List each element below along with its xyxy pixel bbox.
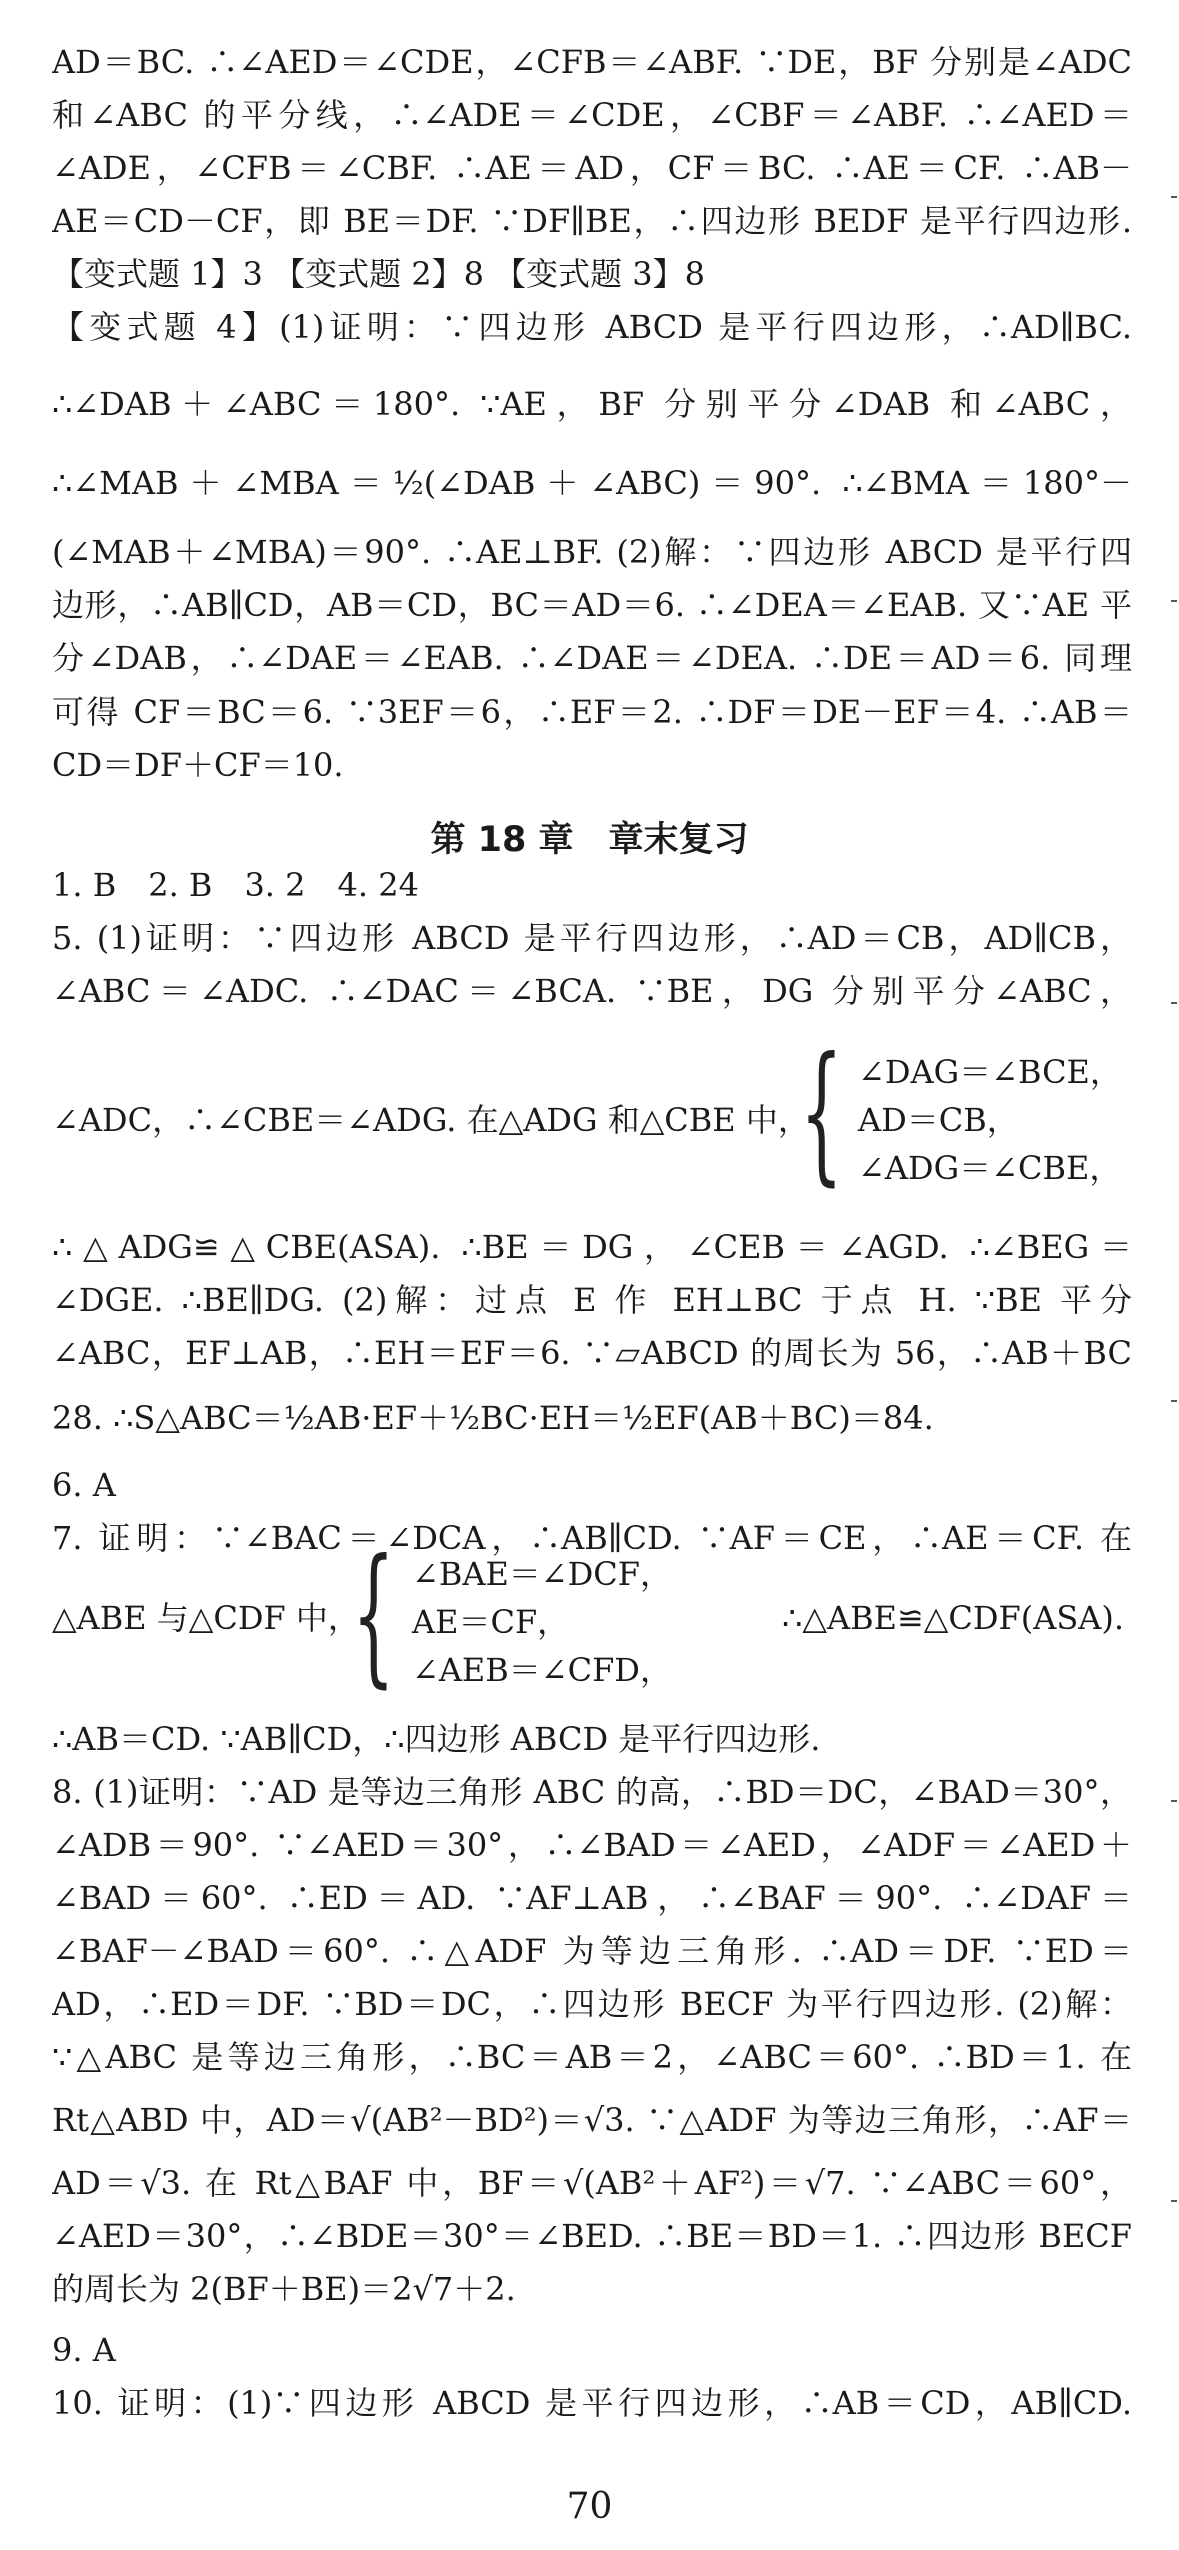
lines4-line-1: ∴AB＝CD. ∵AB∥CD，∴四边形 ABCD 是平行四边形. [52, 1720, 821, 1758]
lines3-line-6: 7. 证明：∵∠BAC＝∠DCA，∴AB∥CD. ∵AF＝CE，∴AE＝CF. 在 [52, 1519, 1132, 1557]
edge-mark [1171, 600, 1177, 602]
lines-line-5: 【变式题 1】3 【变式题 2】8 【变式题 3】8 [52, 255, 706, 293]
system1-line-2: AD＝CB， [858, 1101, 1019, 1139]
system2-line-1: ∠BAE＝∠DCF， [412, 1555, 672, 1593]
lines-line-2: 和∠ABC 的平分线，∴∠ADE＝∠CDE，∠CBF＝∠ABF. ∴∠AED＝ [52, 96, 1132, 134]
lines-line-7: ∴∠DAB＋∠ABC＝180°. ∵AE，BF 分别平分∠DAB 和∠ABC， [52, 385, 1132, 423]
system1-line-3: ∠ADG＝∠CBE， [858, 1149, 1122, 1187]
lines-line-10: 边形，∴AB∥CD，AB＝CD，BC＝AD＝6. ∴∠DEA＝∠EAB. 又∵AE 平 [52, 586, 1132, 624]
edge-mark [1171, 2200, 1177, 2202]
lines-line-9: (∠MAB＋∠MBA)＝90°. ∴AE⊥BF. (2)解：∵四边形 ABCD 是平行四 [52, 533, 1132, 571]
lines4-line-5: ∠BAF－∠BAD＝60°. ∴△ADF 为等边三角形. ∴AD＝DF. ∵ED＝ [52, 1932, 1132, 1970]
lines4-line-9: AD＝√3. 在 Rt△BAF 中，BF＝√(AB²＋AF²)＝√7. ∵∠ABC＝60°， [52, 2164, 1132, 2202]
lines2-line-2: 5. (1)证明：∵四边形 ABCD 是平行四边形，∴AD＝CB，AD∥CB， [52, 919, 1132, 957]
lines2-line-3: ∠ABC＝∠ADC. ∴∠DAC＝∠BCA. ∵BE，DG 分别平分∠ABC， [52, 972, 1132, 1010]
lines4-line-13: 10. 证明：(1)∵四边形 ABCD 是平行四边形，∴AB＝CD，AB∥CD. [52, 2384, 1132, 2422]
lines2-line-1: 1. B 2. B 3. 2 4. 24 [52, 866, 419, 904]
lines-line-1: AD＝BC. ∴∠AED＝∠CDE，∠CFB＝∠ABF. ∵DE，BF 分别是∠ADC [52, 43, 1132, 81]
lines3-line-1: ∴△ADG≌△CBE(ASA). ∴BE＝DG，∠CEB＝∠AGD. ∴∠BEG＝ [52, 1228, 1132, 1266]
lines4-line-8: Rt△ABD 中，AD＝√(AB²－BD²)＝√3. ∵△ADF 为等边三角形，∴AF＝ [52, 2101, 1132, 2139]
q7-suffix: ∴△ABE≌△CDF(ASA). [782, 1599, 1124, 1637]
lines-line-8: ∴∠MAB＋∠MBA＝½(∠DAB＋∠ABC)＝90°. ∴∠BMA＝180°－ [52, 464, 1132, 502]
system1-line-1: ∠DAG＝∠BCE， [858, 1053, 1122, 1091]
brace-1: { [800, 1026, 843, 1200]
lines2-line-4: ∠ADC，∴∠CBE＝∠ADG. 在△ADG 和△CBE 中， [52, 1101, 810, 1139]
lines-line-6: 【变式题 4】(1)证明：∵四边形 ABCD 是平行四边形，∴AD∥BC. [52, 308, 1132, 346]
lines3-line-4: 28. ∴S△ABC＝½AB·EF＋½BC·EH＝½EF(AB＋BC)＝84. [52, 1399, 934, 1437]
lines-line-4: AE＝CD－CF，即 BE＝DF. ∵DF∥BE，∴四边形 BEDF 是平行四边形. [52, 202, 1132, 240]
page-number: 70 [566, 2486, 613, 2527]
lines-line-3: ∠ADE，∠CFB＝∠CBF. ∴AE＝AD，CF＝BC. ∴AE＝CF. ∴AB－ [52, 149, 1132, 187]
lines4-line-12: 9. A [52, 2331, 116, 2369]
lines4-line-3: ∠ADB＝90°. ∵∠AED＝30°，∴∠BAD＝∠AED，∠ADF＝∠AED＋ [52, 1826, 1132, 1864]
system2-line-2: AE＝CF， [412, 1603, 570, 1641]
edge-mark [1171, 1002, 1177, 1004]
chapter-title: 第 18 章 章末复习 [430, 820, 749, 860]
edge-mark [1171, 1800, 1177, 1802]
lines4-line-4: ∠BAD＝60°. ∴ED＝AD. ∵AF⊥AB，∴∠BAF＝90°. ∴∠DAF＝ [52, 1879, 1132, 1917]
lines3-line-5: 6. A [52, 1466, 116, 1504]
lines3-line-3: ∠ABC，EF⊥AB，∴EH＝EF＝6. ∵▱ABCD 的周长为 56，∴AB＋BC [52, 1334, 1132, 1372]
lines4-line-7: ∵△ABC 是等边三角形，∴BC＝AB＝2，∠ABC＝60°. ∴BD＝1. 在 [52, 2038, 1132, 2076]
lines4-line-11: 的周长为 2(BF＋BE)＝2√7＋2. [52, 2270, 516, 2308]
brace-2: { [352, 1528, 395, 1702]
lines4-line-6: AD，∴ED＝DF. ∵BD＝DC，∴四边形 BECF 为平行四边形. (2)解： [52, 1985, 1132, 2023]
q7-prefix: △ABE 与△CDF 中， [52, 1599, 360, 1637]
system2-line-3: ∠AEB＝∠CFD， [412, 1651, 672, 1689]
lines4-line-10: ∠AED＝30°，∴∠BDE＝30°＝∠BED. ∴BE＝BD＝1. ∴四边形 BECF [52, 2217, 1132, 2255]
lines-line-13: CD＝DF＋CF＝10. [52, 746, 344, 784]
lines-line-11: 分∠DAB，∴∠DAE＝∠EAB. ∴∠DAE＝∠DEA. ∴DE＝AD＝6. 同理 [52, 639, 1132, 677]
edge-mark [1171, 196, 1177, 198]
lines-line-12: 可得 CF＝BC＝6. ∵3EF＝6，∴EF＝2. ∴DF＝DE－EF＝4. ∴AB＝ [52, 693, 1132, 731]
lines4-line-2: 8. (1)证明：∵AD 是等边三角形 ABC 的高，∴BD＝DC，∠BAD＝30°， [52, 1773, 1132, 1811]
lines3-line-2: ∠DGE. ∴BE∥DG. (2)解：过点 E 作 EH⊥BC 于点 H. ∵BE 平分 [52, 1281, 1132, 1319]
edge-mark [1171, 1400, 1177, 1402]
